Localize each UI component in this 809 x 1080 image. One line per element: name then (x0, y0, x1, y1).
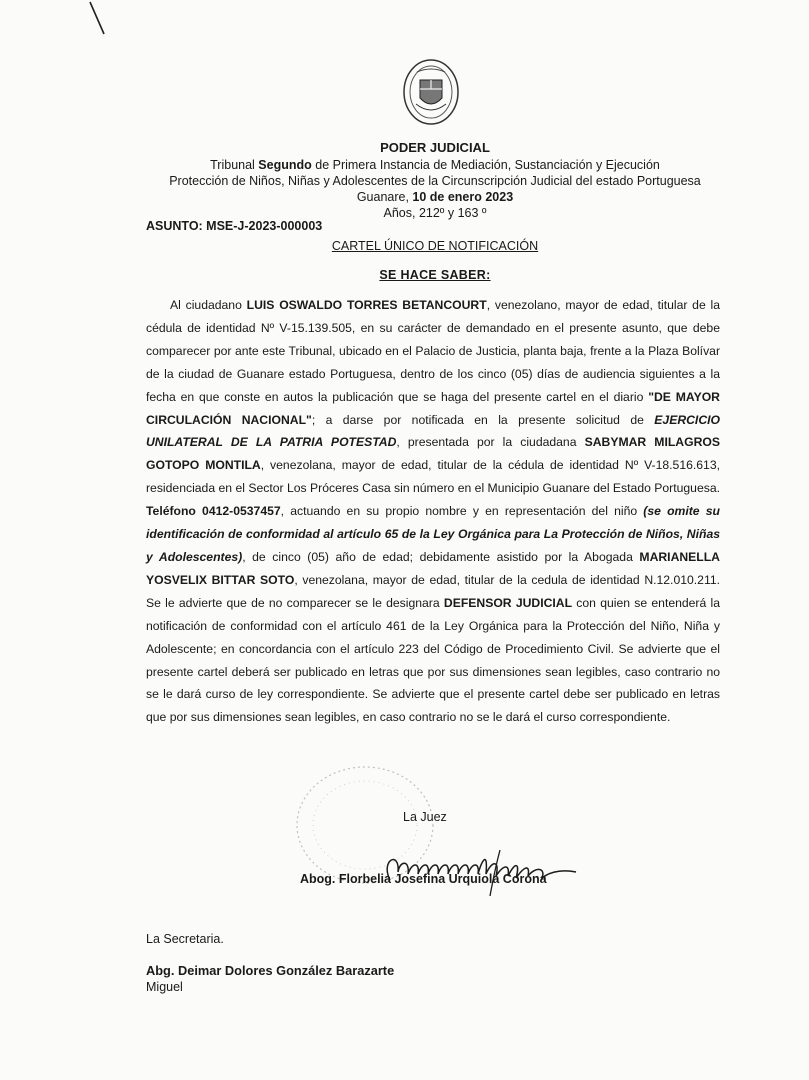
header-tribunal: Tribunal Segundo de Primera Instancia de Mediación, Sustanciación y Ejecución (210, 158, 660, 172)
judge-signature-icon (370, 830, 600, 900)
judge-label: La Juez (403, 810, 447, 824)
header-date: Guanare, 10 de enero 2023 (356, 190, 514, 204)
notice-body: Al ciudadano LUIS OSWALDO TORRES BETANCOURT, venezolano, mayor de edad, titular de la cédula de identidad Nº V-15.139.505, en su carácter de demandado en el presente asunto, que debe comparecer por ante este Tribunal, ubicado en el Palacio de Justicia, planta baja, frente a la Plaza Bolívar de la ciudad de Guanare estado Portuguesa, dentro de los cinco (05) días de audiencia siguientes a la fecha en que conste en autos la publicación que se haga del presente cartel en el diario "DE MAYOR CIRCULACIÓN NACIONAL"; a darse por notificada en la presente solicitud de EJERCICIO UNILATERAL DE LA PATRIA POTESTAD, presentada por la ciudadana SABYMAR MILAGROS GOTOPO MONTILA, venezolana, mayor de edad, titular de la cédula de identidad Nº V-18.516.613, residenciada en el Sector Los Próceres Casa sin número en el Municipio Guanare del Estado Portuguesa. Teléfono 0412-0537457, actuando en su propio nombre y en representación del niño (se omite su identificación de conformidad al artículo 65 de la Ley Orgánica para La Protección de Niños, Niñas y Adolescentes), de cinco (05) año de edad; debidamente asistido por la Abogada MARIANELLA YOSVELIX BITTAR SOTO, venezolana, mayor de edad, titular de la cedula de identidad N.12.010.211. Se le advierte que de no comparecer se le designara DEFENSOR JUDICIAL con quien se entenderá la notificación de conformidad con el artículo 461 de la Ley Orgánica para la Protección del Niño, Niña y Adolescente; en concordancia con el artículo 223 del Código de Procedimiento Civil. Se advierte que el presente cartel deberá ser publicado en letras que por sus dimensiones sean legibles, caso contrario no se le dará curso de ley correspondiente. Se advierte que el presente cartel debe ser publicado en letras que por sus dimensiones sean legibles, en caso contrario no se le dará el curso correspondiente. (146, 298, 721, 725)
header-poder-judicial: PODER JUDICIAL (380, 140, 490, 155)
judge-name: Abog. Florbelia Josefina Urquiola Corona (300, 872, 547, 886)
coat-of-arms-seal-icon (402, 58, 460, 126)
pen-stroke-mark (88, 0, 118, 40)
secretary-name: Abg. Deimar Dolores González Barazarte (146, 963, 395, 978)
secretary-label: La Secretaria. (146, 932, 224, 946)
header-years: Años, 212º y 163 º (383, 206, 487, 220)
case-number: ASUNTO: MSE-J-2023-000003 (146, 219, 323, 233)
secretary-extra: Miguel (146, 980, 183, 994)
document-title: CARTEL ÚNICO DE NOTIFICACIÓN (331, 239, 539, 253)
header-proteccion: Protección de Niños, Niñas y Adolescentes de la Circunscripción Judicial del estado Portuguesa (169, 174, 701, 188)
notice-heading: SE HACE SABER: (379, 268, 491, 282)
